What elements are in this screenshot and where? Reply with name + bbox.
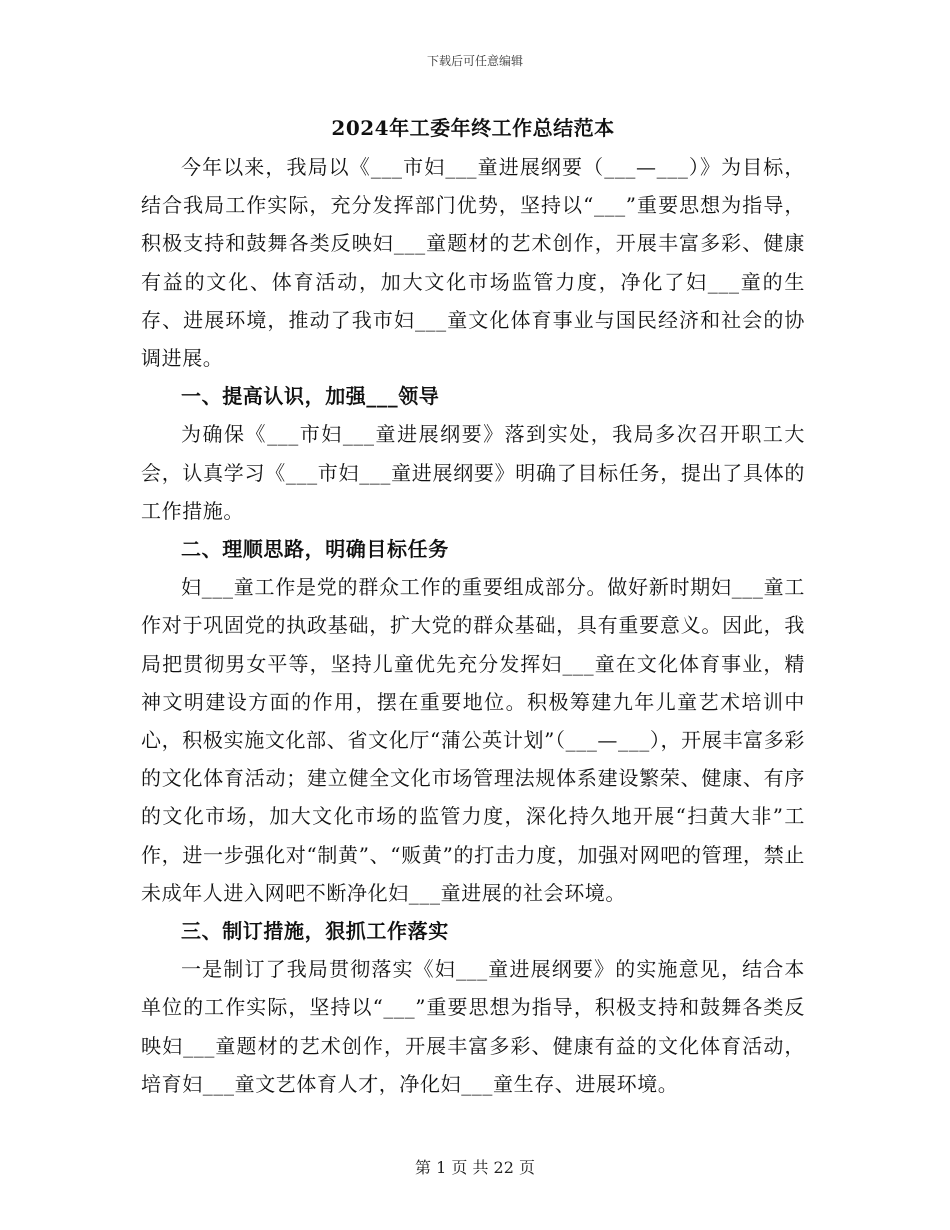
- section-body-1: 为确保《___市妇___童进展纲要》落到实处，我局多次召开职工大会，认真学习《___市妇___童进展纲要》明确了目标任务，提出了具体的工作措施。: [141, 422, 805, 523]
- header-note: 下载后可任意编辑: [426, 54, 523, 68]
- document-title: 2024年工委年终工作总结范本: [331, 116, 615, 140]
- section-heading-2: 二、理顺思路，明确目标任务: [181, 537, 449, 562]
- intro-paragraph: 今年以来，我局以《___市妇___童进展纲要（___—___）》为目标，结合我局工作实际，充分发挥部门优势，坚持以“___”重要思想为指导，积极支持和鼓舞各类反映妇___童题材的艺术创作，开展丰富多彩、健康有益的文化、体育活动，加大文化市场监管力度，净化了妇___童的生存、进展环境，推动了我市妇___童文化体育事业与国民经济和社会的协调进展。: [141, 155, 805, 371]
- page-number: 第 1 页 共 22 页: [415, 1158, 535, 1177]
- section-heading-1: 一、提高认识，加强___领导: [181, 384, 440, 409]
- section-body-2: 妇___童工作是党的群众工作的重要组成部分。做好新时期妇___童工作对于巩固党的执政基础，扩大党的群众基础，具有重要意义。因此，我局把贯彻男女平等，坚持儿童优先充分发挥妇___童在文化体育事业，精神文明建设方面的作用，摆在重要地位。积极筹建九年儿童艺术培训中心，积极实施文化部、省文化厅“蒲公英计划”（___—___），开展丰富多彩的文化体育活动；建立健全文化市场管理法规体系建设繁荣、健康、有序的文化市场，加大文化市场的监管力度，深化持久地开展“扫黄大非”工作，进一步强化对“制黄”、“贩黄”的打击力度，加强对网吧的管理，禁止未成年人进入网吧不断净化妇___童进展的社会环境。: [141, 575, 805, 905]
- document-content: [141, 108, 805, 1103]
- section-body-3: 一是制订了我局贯彻落实《妇___童进展纲要》的实施意见，结合本单位的工作实际，坚持以“___”重要思想为指导，积极支持和鼓舞各类反映妇___童题材的艺术创作，开展丰富多彩、健康有益的文化体育活动，培育妇___童文艺体育人才，净化妇___童生存、进展环境。: [141, 957, 805, 1096]
- section-heading-3: 三、制订措施，狠抓工作落实: [181, 919, 449, 944]
